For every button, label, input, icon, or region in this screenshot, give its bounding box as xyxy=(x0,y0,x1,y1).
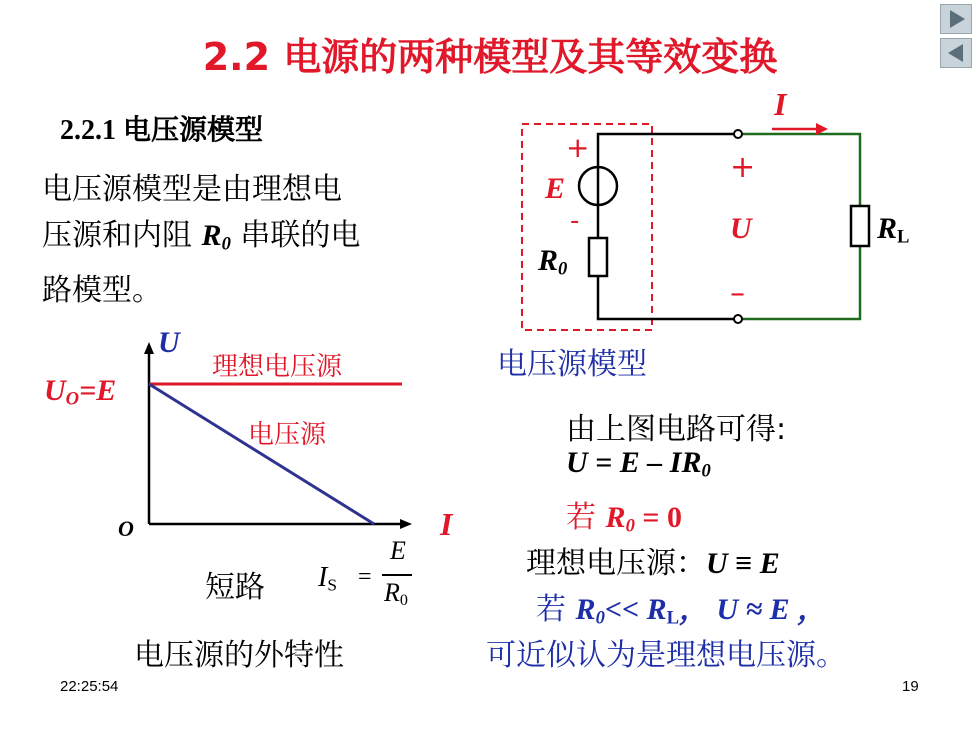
wire-bottom-right xyxy=(741,246,860,319)
section-heading xyxy=(60,108,263,148)
fraction-bar xyxy=(382,574,412,576)
u-label: U xyxy=(730,212,752,245)
circuit-caption: 电压源模型 xyxy=(497,347,647,382)
ideal-source-result: 理想电压源：U ≡ E xyxy=(526,546,780,581)
triangle-right-icon xyxy=(941,5,971,33)
terminal-top xyxy=(734,130,742,138)
timestamp: 22:25:54 xyxy=(60,678,119,695)
r0-symbol: $R_0$ xyxy=(201,219,231,255)
paragraph-text: 压源和内阻 xyxy=(42,218,202,253)
intro-paragraph xyxy=(42,167,360,314)
source-minus-sign: - xyxy=(570,206,580,236)
fraction-denominator: $R_0$ xyxy=(384,578,408,610)
paragraph-text: 串联的电 xyxy=(230,218,361,253)
wire-bottom-left xyxy=(598,276,736,319)
rl-label: $R_L$ xyxy=(877,212,910,248)
prev-slide-button[interactable] xyxy=(940,38,972,68)
x-axis-label: I xyxy=(440,506,453,542)
r0-symbol: $R_0$ xyxy=(575,593,605,629)
next-slide-button[interactable] xyxy=(940,4,972,34)
r0-resistor xyxy=(589,238,607,276)
source-plus-sign: + xyxy=(566,131,590,164)
y-axis-label: U xyxy=(158,326,180,359)
y-intercept-label: $U_O=E$ xyxy=(44,374,117,410)
graph-caption: 电压源的外特性 xyxy=(134,638,344,673)
rl-symbol: $R_L$ xyxy=(646,593,679,629)
condition-r0-small: 若 $R_0<< R_L$， U ≈ E ， xyxy=(536,592,828,629)
u-minus-sign: – xyxy=(730,276,745,311)
r0-label: $R_0$ xyxy=(538,244,568,280)
paragraph-line-2 xyxy=(42,213,360,268)
fraction-numerator: E xyxy=(390,536,406,565)
kvl-equation: $U = E - IR_0$ xyxy=(566,446,711,482)
equals-sign: = xyxy=(358,564,372,590)
triangle-left-icon xyxy=(941,39,971,67)
x-axis-arrow-icon xyxy=(400,519,412,529)
u-plus-sign: + xyxy=(730,150,756,185)
terminal-bottom xyxy=(734,315,742,323)
is-symbol: $I_S$ xyxy=(318,562,337,595)
condition-r0-zero: 若 $R_0 = 0$ xyxy=(566,500,682,537)
wire-top-right xyxy=(741,134,860,206)
paragraph-line-1: 电压源模型是由理想电 xyxy=(42,172,342,207)
paragraph-line-3: 路模型。 xyxy=(42,272,162,308)
r0-symbol: $R_0$ xyxy=(605,501,635,537)
approximation-conclusion: 可近似认为是理想电压源。 xyxy=(486,638,846,673)
page-number: 19 xyxy=(902,678,919,695)
y-axis-arrow-icon xyxy=(144,342,154,354)
real-source-label: 电压源 xyxy=(248,420,327,450)
emf-label: E xyxy=(545,172,566,205)
wire-top-left xyxy=(598,134,736,166)
section-heading-text: 2.2.1 电压源模型 xyxy=(60,115,264,146)
short-circuit-label: 短路 xyxy=(205,570,265,605)
ideal-source-label: 理想电压源 xyxy=(212,352,343,382)
rl-resistor xyxy=(851,206,869,246)
origin-label: O xyxy=(118,516,134,541)
real-source-line xyxy=(149,384,374,524)
derivation-intro: 由上图电路可得: xyxy=(566,412,787,447)
current-label: I xyxy=(774,86,787,122)
slide-title: 2.2 电源的两种模型及其等效变换 xyxy=(202,35,778,79)
